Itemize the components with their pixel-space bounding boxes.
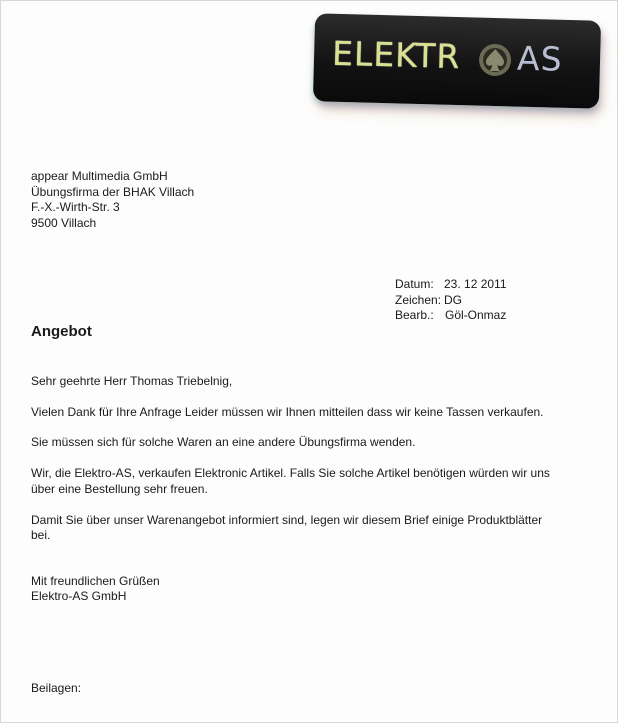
editor-value: Göl-Onmaz bbox=[445, 308, 507, 322]
sender-line: Übungsfirma der BHAK Villach bbox=[31, 184, 195, 199]
date-value: 23. 12 2011 bbox=[444, 277, 507, 291]
salutation: Sehr geehrte Herr Thomas Triebelnig, bbox=[31, 374, 233, 388]
closing-company: Elektro-AS GmbH bbox=[31, 589, 127, 603]
logo-text-right: AS bbox=[516, 38, 564, 79]
company-logo bbox=[313, 13, 601, 108]
sender-address bbox=[31, 169, 194, 231]
spade-ace-icon bbox=[477, 42, 514, 79]
logo-text-left: ELEKTR bbox=[331, 33, 461, 77]
date-label: Datum: bbox=[395, 277, 434, 291]
paragraph-4-line-2: bei. bbox=[31, 528, 51, 542]
sender-line: F.-X.-Wirth-Str. 3 bbox=[31, 200, 120, 214]
reference-label: Zeichen: bbox=[395, 292, 442, 307]
reference-value: DG bbox=[444, 292, 462, 307]
editor-label: Bearb.: bbox=[395, 308, 434, 322]
paragraph-2: Sie müssen sich für solche Waren an eine andere Übungsfirma wenden. bbox=[31, 435, 416, 449]
paragraph-3-line-1: Wir, die Elektro-AS, verkaufen Elektronic Artikel. Falls Sie solche Artikel benötigen würden wir uns bbox=[31, 466, 550, 480]
letter-subject: Angebot bbox=[31, 323, 92, 340]
paragraph-1: Vielen Dank für Ihre Anfrage Leider müssen wir Ihnen mitteilen dass wir keine Tassen verkaufen. bbox=[31, 405, 544, 419]
paragraph-3-line-2: über eine Bestellung sehr freuen. bbox=[31, 482, 208, 496]
sender-line: appear Multimedia GmbH bbox=[31, 169, 168, 183]
attachments-label: Beilagen: bbox=[31, 681, 82, 695]
sender-line: 9500 Villach bbox=[31, 215, 97, 230]
paragraph-4-line-1: Damit Sie über unser Warenangebot informiert sind, legen wir diesem Brief einige Produktblätter bbox=[31, 513, 543, 527]
closing-greeting: Mit freundlichen Grüßen bbox=[31, 574, 160, 588]
